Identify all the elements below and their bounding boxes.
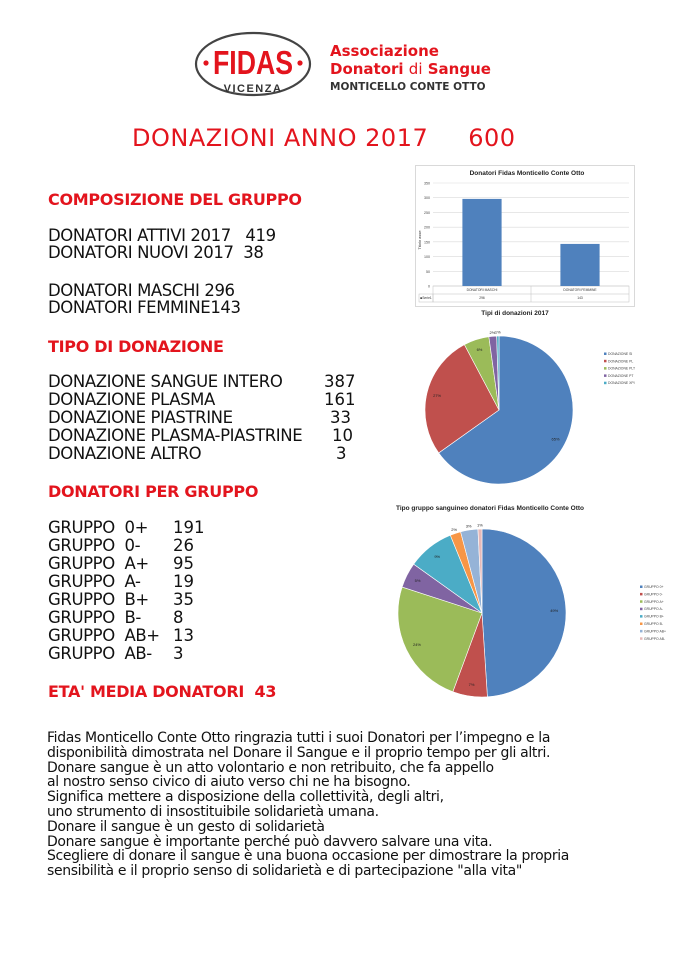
gruppo-value: 13 [173, 626, 194, 645]
legend-swatch [640, 623, 643, 626]
legend-swatch [604, 367, 607, 370]
chart-frame [416, 166, 635, 307]
legend-label: GRUPPO A+ [644, 599, 664, 604]
stat-label: DONATORI MASCHI [48, 281, 200, 300]
eta-media [48, 682, 276, 701]
assoc-line-1: Associazione [330, 42, 439, 60]
footer-line: Fidas Monticello Conte Otto ringrazia tutti i suoi Donatori per l’impegno e la [47, 730, 551, 746]
data-table-series-label: ■Serie1 [420, 296, 432, 300]
title-value: 600 [468, 124, 516, 152]
gruppo-value: 35 [173, 590, 194, 609]
pie-data-label: 2% [489, 329, 496, 335]
bar [560, 244, 599, 286]
pie-data-label: 3% [465, 523, 472, 529]
bar-chart-ylabel: Titolo asse [417, 230, 422, 250]
legend-swatch [604, 360, 607, 363]
pie-data-label: 1% [476, 522, 483, 528]
legend-label: DONAZIONE PLT [608, 366, 636, 371]
fidas-logo [193, 30, 313, 102]
section-heading-gruppi: DONATORI PER GRUPPO [48, 482, 259, 501]
legend-label: GRUPPO B+ [644, 614, 664, 619]
pie-data-label: 27% [433, 392, 442, 398]
footer-line: Scegliere di donare il sangue è una buona occasione per dimostrare la propria [47, 848, 570, 865]
y-tick-label: 50 [426, 269, 430, 274]
footer-line: al nostro senso civico di aiuto verso chi ne ha bisogno. [47, 774, 411, 791]
legend-swatch [640, 615, 643, 618]
tipo-value: 387 [324, 372, 356, 391]
assoc-line-2 [330, 61, 491, 78]
pie-data-label: 24% [412, 641, 421, 647]
legend-swatch [640, 637, 643, 640]
section-heading-tipo: TIPO DI DONAZIONE [48, 337, 224, 356]
legend-swatch [640, 593, 643, 596]
pie-data-label: 6% [476, 346, 483, 352]
tipo-label: DONAZIONE PIASTRINE [48, 408, 233, 427]
bar-chart-title: Donatori Fidas Monticello Conte Otto [469, 170, 585, 177]
footer-text [47, 731, 647, 879]
gruppo-label: GRUPPO 0+ [48, 518, 149, 537]
legend-label: GRUPPO 0- [644, 592, 663, 597]
eta-label: ETA' MEDIA DONATORI [48, 682, 244, 701]
pie-chart-gruppi [390, 500, 679, 700]
pie2-slices [398, 523, 566, 697]
legend-swatch [640, 608, 643, 611]
y-tick-label: 200 [424, 225, 430, 230]
data-table-value: 296 [479, 296, 485, 300]
legend-swatch [604, 382, 607, 385]
gruppo-value: 191 [173, 518, 205, 537]
stat-value: 296 [204, 281, 235, 300]
pie-data-label: 7% [468, 681, 475, 687]
footer-line: uno strumento di insostituibile solidarietà umana. [47, 803, 379, 820]
tipo-label: DONAZIONE PLASMA [48, 390, 215, 409]
stat-value: 419 [245, 226, 276, 245]
logo-dot-right [297, 60, 302, 65]
data-table-value: 143 [577, 296, 583, 300]
x-category-label: DONATORI FEMMINE [563, 288, 597, 292]
section-heading-composizione: COMPOSIZIONE DEL GRUPPO [48, 190, 302, 209]
legend-swatch [640, 630, 643, 633]
pie-data-label: 2% [451, 527, 458, 533]
y-tick-label: 150 [424, 240, 430, 245]
footer-line: Donare sangue è un atto volontario e non retribuito, che fa appello [47, 759, 494, 776]
legend-label: GRUPPO AB- [644, 636, 666, 641]
gruppo-value: 95 [173, 554, 194, 573]
stat-line [48, 244, 264, 262]
gruppo-label: GRUPPO B- [48, 608, 141, 627]
gruppo-value: 19 [173, 572, 194, 591]
tipo-value: 33 [330, 408, 351, 427]
gruppo-value: 8 [173, 608, 184, 627]
legend-label: GRUPPO AB+ [644, 629, 666, 634]
gruppo-label: GRUPPO AB+ [48, 626, 160, 645]
pie-data-label: 65% [551, 436, 560, 442]
legend-label: DONAZIONE SI [608, 352, 633, 356]
legend-swatch [604, 374, 607, 377]
legend-label: DONAZIONE PL [608, 359, 634, 364]
footer-line: Donare il sangue è un gesto di solidarietà [47, 818, 325, 835]
tipo-label: DONAZIONE PLASMA-PIASTRINE [48, 426, 303, 445]
gruppo-label: GRUPPO B+ [48, 590, 149, 609]
eta-value: 43 [254, 682, 277, 701]
gruppo-label: GRUPPO AB- [48, 644, 152, 663]
pie1-slices [425, 330, 573, 484]
logo-sub-text: VICENZA [223, 83, 283, 95]
footer-line: Significa mettere a disposizione della collettività, degli altri, [47, 789, 444, 806]
legend-swatch [640, 586, 643, 589]
pie-data-label: 1% [494, 329, 501, 335]
legend-swatch [604, 353, 607, 356]
pie-data-label: 9% [434, 553, 441, 559]
legend-label: GRUPPO B- [644, 622, 664, 626]
gruppo-label: GRUPPO A+ [48, 554, 149, 573]
pie-data-label: 49% [550, 608, 559, 614]
gruppo-label: GRUPPO 0- [48, 536, 141, 555]
legend-label: GRUPPO A- [644, 607, 663, 612]
tipo-label: DONAZIONE SANGUE INTERO [48, 372, 283, 391]
tipo-value: 3 [336, 444, 347, 463]
legend-swatch [640, 600, 643, 603]
logo-dot-left [203, 60, 208, 65]
footer-line: sensibilità e il proprio senso di solidarietà e di partecipazione "alla vita" [47, 863, 522, 880]
stat-line [48, 299, 241, 317]
tipo-value: 161 [324, 390, 356, 409]
pie-data-label: 5% [414, 577, 421, 583]
assoc-line-3: MONTICELLO CONTE OTTO [330, 81, 486, 93]
y-tick-label: 350 [424, 181, 430, 186]
stat-value: 38 [243, 243, 264, 262]
assoc-donatori: Donatori [330, 60, 409, 78]
bar-chart-donatori [415, 165, 635, 307]
legend-label: DONAZIONE XPI [608, 381, 635, 386]
page-title [132, 124, 516, 152]
pie2-legend [640, 585, 666, 641]
tipo-label: DONAZIONE ALTRO [48, 444, 202, 463]
stat-label: DONATORI FEMMINE [48, 298, 211, 317]
stat-label: DONATORI ATTIVI 2017 [48, 226, 231, 245]
assoc-di: di [408, 60, 423, 78]
y-tick-label: 0 [428, 284, 430, 289]
pie2-title: Tipo gruppo sanguineo donatori Fidas Monticello Conte Otto [395, 505, 585, 512]
bar [462, 199, 501, 286]
assoc-sangue: Sangue [422, 60, 491, 78]
pie-chart-tipi [420, 305, 650, 485]
stat-label: DONATORI NUOVI 2017 [48, 243, 234, 262]
y-tick-label: 300 [424, 196, 430, 201]
x-category-label: DONATORI MASCHI [466, 288, 498, 292]
tipo-value: 10 [332, 426, 353, 445]
gruppo-label: GRUPPO A- [48, 572, 141, 591]
legend-label: DONAZIONE PT [608, 373, 634, 378]
stat-value: 143 [210, 298, 241, 317]
pie1-legend [604, 352, 635, 385]
title-label: DONAZIONI ANNO 2017 [132, 124, 429, 152]
footer-line: disponibilità dimostrata nel Donare il Sangue e il proprio tempo per gli altri. [47, 744, 551, 761]
legend-label: GRUPPO 0+ [644, 585, 664, 589]
pie1-title: Tipi di donazioni 2017 [481, 310, 549, 317]
gruppo-value: 3 [173, 644, 184, 663]
gruppo-value: 26 [173, 536, 194, 555]
logo-main-text: FIDAS [213, 44, 293, 81]
y-tick-label: 250 [424, 210, 430, 215]
footer-line: Donare sangue è importante perché può davvero salvare una vita. [47, 833, 493, 850]
y-tick-label: 100 [424, 255, 430, 260]
